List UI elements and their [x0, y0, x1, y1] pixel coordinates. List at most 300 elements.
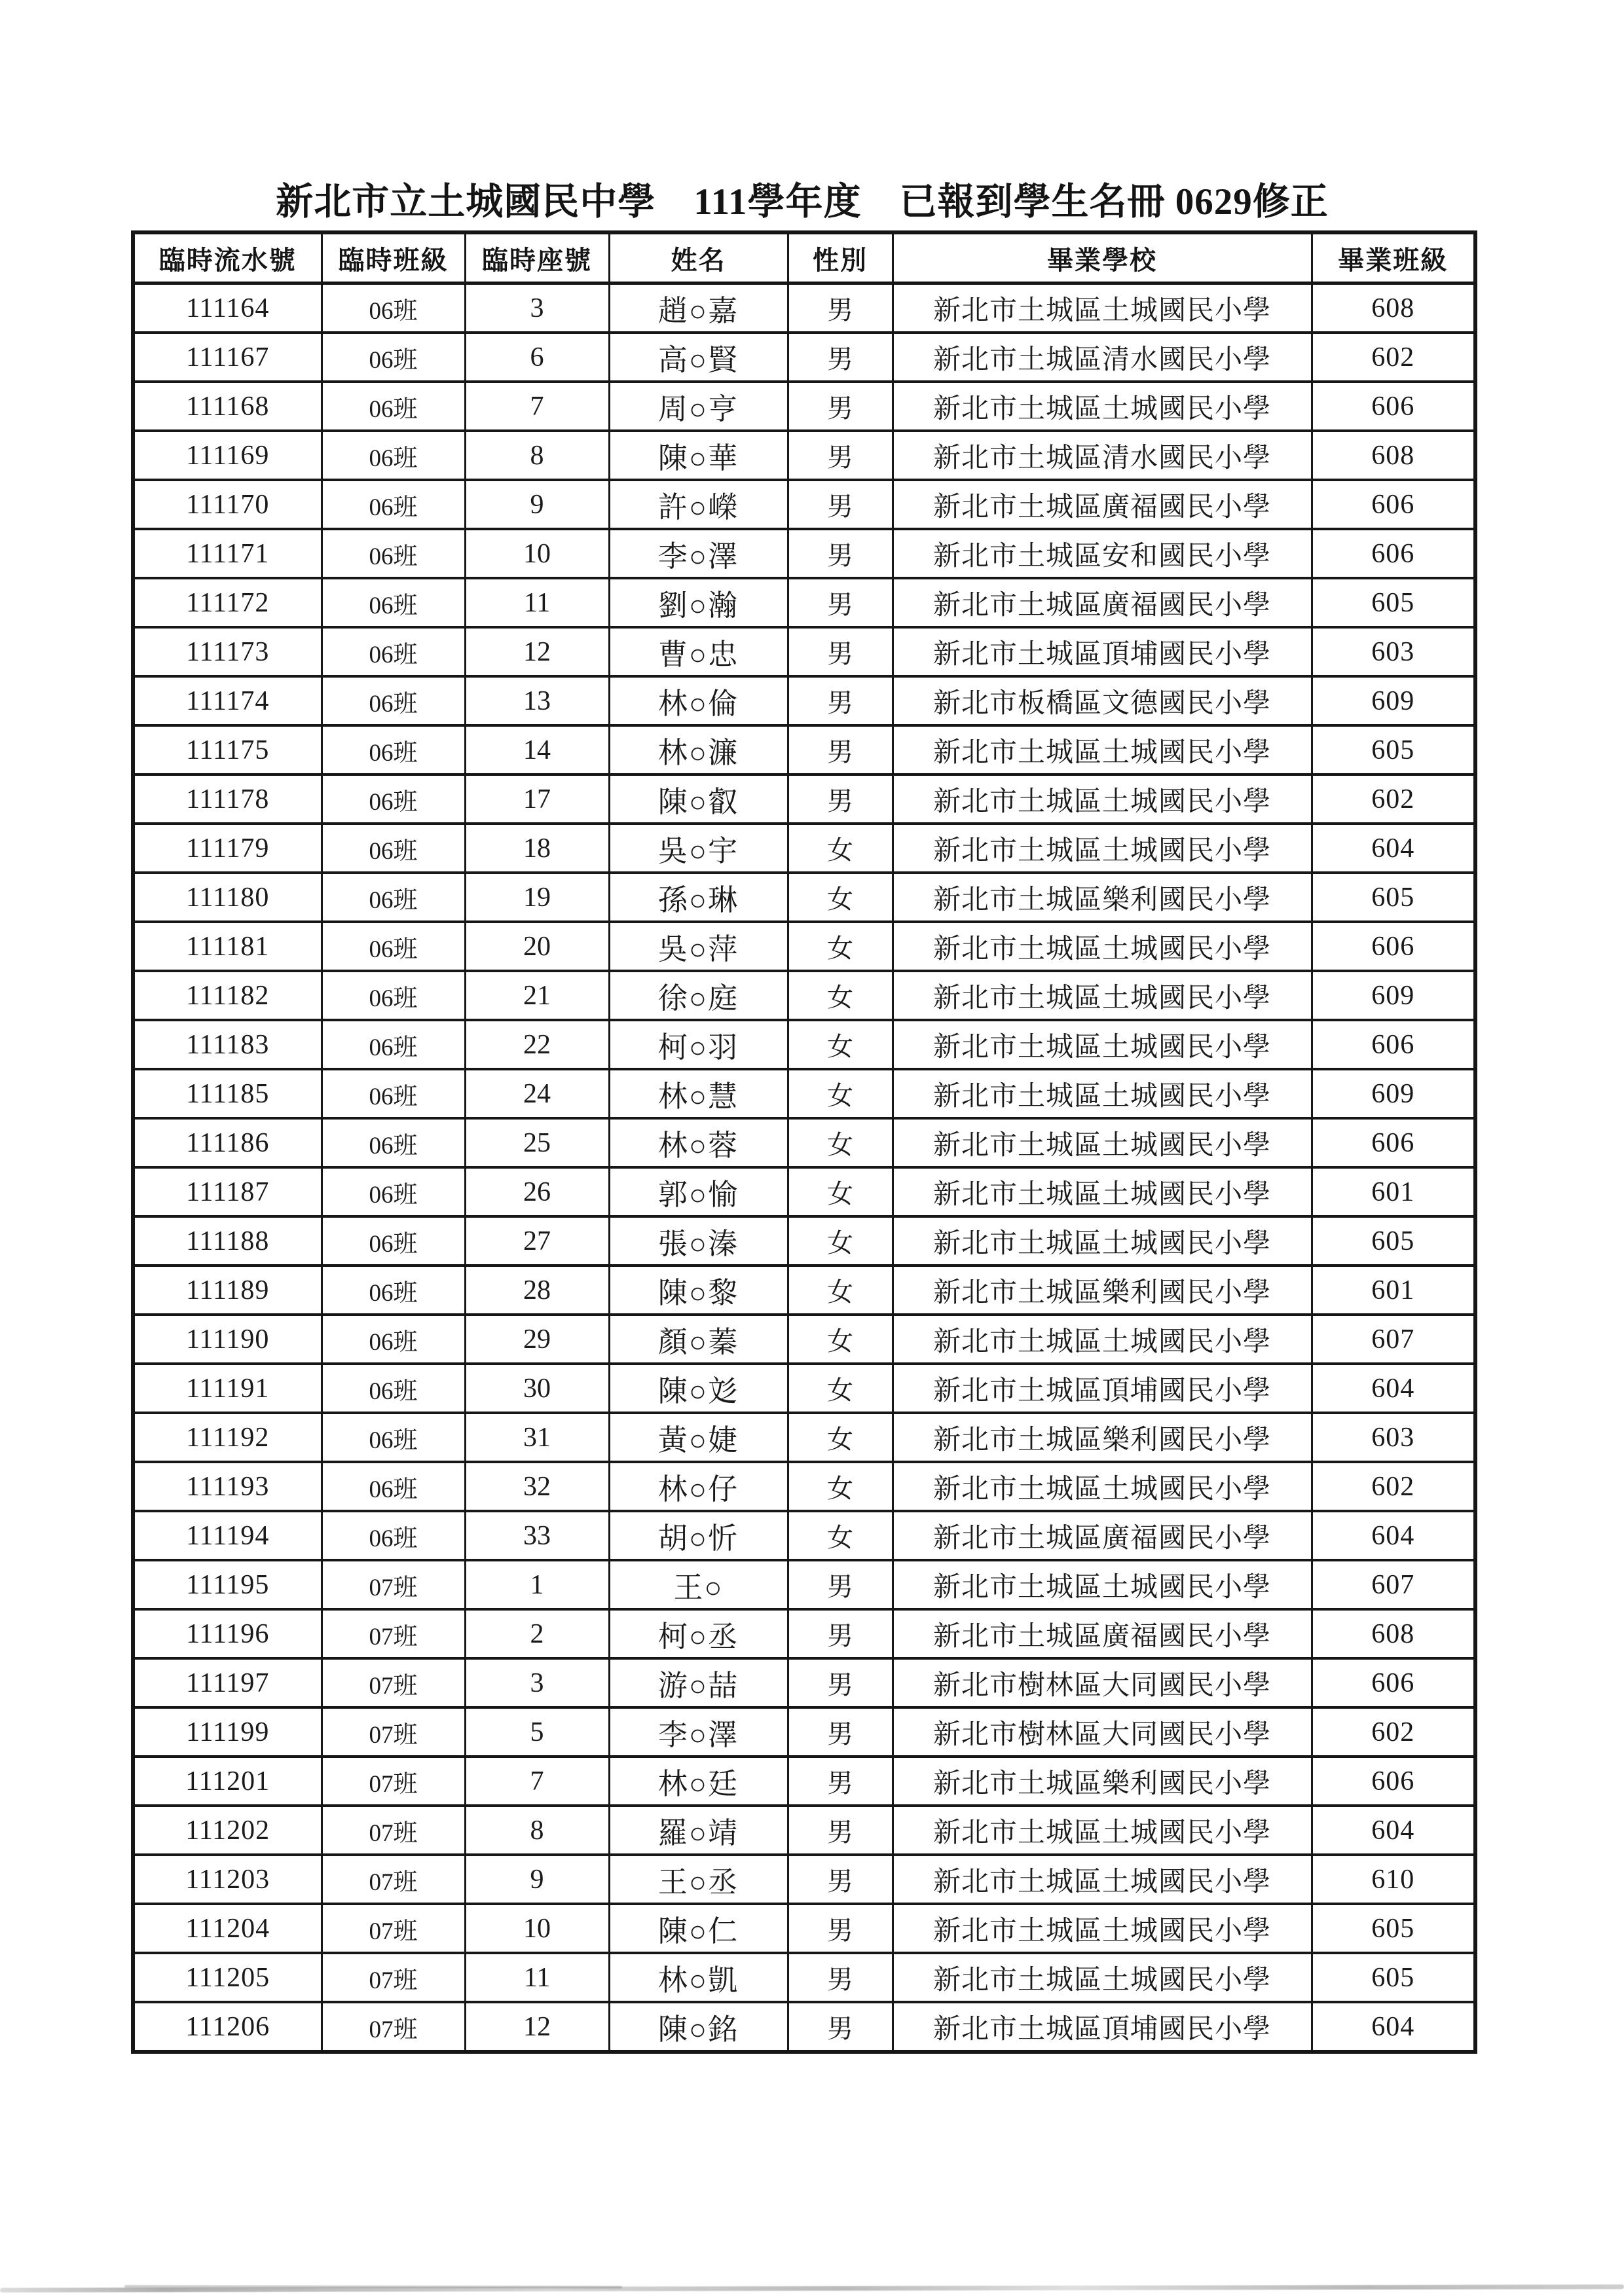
cell-student-name: 林○廷: [609, 1757, 788, 1806]
cell-temp-serial-number: 111187: [133, 1167, 322, 1216]
cell-temp-class: 06班: [322, 1069, 465, 1118]
cell-graduated-school: 新北市土城區廣福國民小學: [893, 480, 1312, 529]
cell-gender: 女: [788, 1118, 893, 1167]
student-row: [133, 774, 1475, 824]
cell-graduated-school: 新北市土城區樂利國民小學: [893, 1266, 1312, 1315]
cell-student-name: 郭○愉: [609, 1167, 788, 1216]
cell-temp-serial-number: 111169: [133, 431, 322, 480]
cell-temp-class: 07班: [322, 1609, 465, 1658]
cell-temp-serial-number: 111167: [133, 333, 322, 382]
cell-temp-class: 06班: [322, 873, 465, 922]
cell-graduated-class: 609: [1312, 1069, 1475, 1118]
cell-temp-serial-number: 111199: [133, 1707, 322, 1757]
student-row: [133, 873, 1475, 922]
cell-gender: 女: [788, 1315, 893, 1364]
cell-temp-serial-number: 111194: [133, 1511, 322, 1560]
column-header-student-name: 姓名: [609, 232, 788, 283]
cell-temp-class: 06班: [322, 971, 465, 1020]
cell-temp-class: 06班: [322, 1118, 465, 1167]
cell-graduated-class: 602: [1312, 1707, 1475, 1757]
student-row: [133, 1806, 1475, 1855]
cell-temp-class: 06班: [322, 725, 465, 774]
cell-graduated-class: 606: [1312, 1118, 1475, 1167]
cell-graduated-school: 新北市土城區土城國民小學: [893, 774, 1312, 824]
cell-temp-serial-number: 111192: [133, 1413, 322, 1462]
student-row: [133, 1560, 1475, 1609]
student-row: [133, 1757, 1475, 1806]
cell-graduated-school: 新北市土城區清水國民小學: [893, 431, 1312, 480]
cell-gender: 男: [788, 2002, 893, 2052]
cell-gender: 女: [788, 824, 893, 873]
cell-graduated-class: 603: [1312, 627, 1475, 676]
cell-temp-seat-number: 24: [465, 1069, 609, 1118]
cell-temp-class: 06班: [322, 578, 465, 627]
cell-gender: 女: [788, 922, 893, 971]
cell-temp-class: 06班: [322, 922, 465, 971]
cell-temp-seat-number: 29: [465, 1315, 609, 1364]
cell-temp-seat-number: 2: [465, 1609, 609, 1658]
student-row: [133, 1413, 1475, 1462]
cell-temp-serial-number: 111195: [133, 1560, 322, 1609]
student-row: [133, 1216, 1475, 1266]
cell-graduated-class: 606: [1312, 382, 1475, 431]
cell-temp-class: 06班: [322, 774, 465, 824]
cell-gender: 男: [788, 1904, 893, 1953]
student-row: [133, 283, 1475, 333]
page-title: 新北市立土城國民中學 111學年度 已報到學生名冊 0629修正: [276, 181, 1329, 223]
cell-graduated-class: 606: [1312, 1020, 1475, 1069]
cell-graduated-class: 610: [1312, 1855, 1475, 1904]
cell-student-name: 陳○黎: [609, 1266, 788, 1315]
cell-graduated-class: 608: [1312, 1609, 1475, 1658]
cell-student-name: 吳○萍: [609, 922, 788, 971]
cell-graduated-class: 606: [1312, 480, 1475, 529]
cell-temp-serial-number: 111185: [133, 1069, 322, 1118]
cell-student-name: 王○: [609, 1560, 788, 1609]
cell-temp-class: 06班: [322, 382, 465, 431]
cell-graduated-class: 605: [1312, 578, 1475, 627]
cell-graduated-school: 新北市土城區土城國民小學: [893, 1167, 1312, 1216]
cell-temp-serial-number: 111181: [133, 922, 322, 971]
student-row: [133, 1904, 1475, 1953]
cell-graduated-class: 609: [1312, 971, 1475, 1020]
cell-graduated-class: 609: [1312, 676, 1475, 725]
cell-gender: 男: [788, 676, 893, 725]
cell-temp-serial-number: 111202: [133, 1806, 322, 1855]
cell-graduated-school: 新北市土城區土城國民小學: [893, 1953, 1312, 2002]
cell-gender: 男: [788, 480, 893, 529]
student-row: [133, 431, 1475, 480]
cell-temp-seat-number: 12: [465, 2002, 609, 2052]
cell-temp-seat-number: 33: [465, 1511, 609, 1560]
student-row: [133, 824, 1475, 873]
cell-temp-serial-number: 111178: [133, 774, 322, 824]
cell-temp-seat-number: 27: [465, 1216, 609, 1266]
cell-temp-seat-number: 20: [465, 922, 609, 971]
cell-graduated-school: 新北市土城區廣福國民小學: [893, 1609, 1312, 1658]
cell-temp-class: 06班: [322, 1413, 465, 1462]
cell-gender: 男: [788, 774, 893, 824]
cell-graduated-school: 新北市土城區土城國民小學: [893, 1216, 1312, 1266]
cell-graduated-school: 新北市土城區土城國民小學: [893, 1462, 1312, 1511]
cell-temp-class: 07班: [322, 1806, 465, 1855]
cell-temp-serial-number: 111164: [133, 283, 322, 333]
cell-temp-seat-number: 1: [465, 1560, 609, 1609]
cell-temp-seat-number: 31: [465, 1413, 609, 1462]
cell-temp-serial-number: 111182: [133, 971, 322, 1020]
cell-temp-seat-number: 10: [465, 1904, 609, 1953]
cell-temp-seat-number: 7: [465, 382, 609, 431]
student-row: [133, 1069, 1475, 1118]
cell-gender: 男: [788, 431, 893, 480]
cell-gender: 男: [788, 578, 893, 627]
cell-graduated-school: 新北市土城區土城國民小學: [893, 1118, 1312, 1167]
cell-temp-class: 06班: [322, 1020, 465, 1069]
cell-temp-seat-number: 6: [465, 333, 609, 382]
cell-student-name: 趙○嘉: [609, 283, 788, 333]
cell-graduated-class: 606: [1312, 922, 1475, 971]
cell-temp-seat-number: 3: [465, 283, 609, 333]
cell-temp-seat-number: 25: [465, 1118, 609, 1167]
cell-student-name: 高○賢: [609, 333, 788, 382]
column-header-graduated-class: 畢業班級: [1312, 232, 1475, 283]
cell-graduated-class: 606: [1312, 1757, 1475, 1806]
cell-student-name: 曹○忠: [609, 627, 788, 676]
cell-graduated-class: 602: [1312, 774, 1475, 824]
cell-gender: 女: [788, 1413, 893, 1462]
cell-temp-serial-number: 111190: [133, 1315, 322, 1364]
cell-student-name: 林○仔: [609, 1462, 788, 1511]
cell-student-name: 李○澤: [609, 529, 788, 578]
cell-student-name: 柯○羽: [609, 1020, 788, 1069]
cell-temp-class: 06班: [322, 1364, 465, 1413]
cell-temp-serial-number: 111189: [133, 1266, 322, 1315]
cell-student-name: 游○喆: [609, 1658, 788, 1707]
cell-graduated-class: 604: [1312, 1364, 1475, 1413]
cell-gender: 女: [788, 1069, 893, 1118]
student-row: [133, 725, 1475, 774]
student-row: [133, 1609, 1475, 1658]
cell-temp-seat-number: 28: [465, 1266, 609, 1315]
column-header-temp-serial-number: 臨時流水號: [133, 232, 322, 283]
student-row: [133, 1707, 1475, 1757]
cell-gender: 男: [788, 382, 893, 431]
cell-student-name: 胡○忻: [609, 1511, 788, 1560]
student-row: [133, 333, 1475, 382]
cell-temp-seat-number: 10: [465, 529, 609, 578]
cell-graduated-class: 605: [1312, 1904, 1475, 1953]
cell-temp-serial-number: 111197: [133, 1658, 322, 1707]
cell-student-name: 羅○靖: [609, 1806, 788, 1855]
cell-temp-class: 07班: [322, 1707, 465, 1757]
cell-temp-serial-number: 111172: [133, 578, 322, 627]
cell-temp-seat-number: 14: [465, 725, 609, 774]
cell-gender: 男: [788, 725, 893, 774]
cell-temp-seat-number: 17: [465, 774, 609, 824]
student-row: [133, 2002, 1475, 2052]
cell-student-name: 張○溱: [609, 1216, 788, 1266]
student-row: [133, 922, 1475, 971]
cell-graduated-class: 605: [1312, 1953, 1475, 2002]
student-row: [133, 529, 1475, 578]
cell-temp-class: 06班: [322, 333, 465, 382]
cell-student-name: 陳○銘: [609, 2002, 788, 2052]
cell-student-name: 劉○瀚: [609, 578, 788, 627]
roster-body: [133, 283, 1475, 2052]
cell-temp-seat-number: 11: [465, 578, 609, 627]
cell-graduated-school: 新北市土城區清水國民小學: [893, 333, 1312, 382]
cell-graduated-school: 新北市土城區土城國民小學: [893, 382, 1312, 431]
student-row: [133, 1953, 1475, 2002]
cell-temp-class: 06班: [322, 431, 465, 480]
cell-graduated-class: 606: [1312, 529, 1475, 578]
cell-graduated-school: 新北市土城區頂埔國民小學: [893, 2002, 1312, 2052]
cell-temp-seat-number: 18: [465, 824, 609, 873]
cell-temp-seat-number: 8: [465, 431, 609, 480]
cell-temp-class: 06班: [322, 1315, 465, 1364]
cell-graduated-class: 603: [1312, 1413, 1475, 1462]
cell-student-name: 周○亨: [609, 382, 788, 431]
cell-temp-class: 07班: [322, 1757, 465, 1806]
cell-graduated-class: 601: [1312, 1167, 1475, 1216]
cell-graduated-school: 新北市土城區樂利國民小學: [893, 1757, 1312, 1806]
cell-graduated-class: 604: [1312, 2002, 1475, 2052]
cell-graduated-class: 605: [1312, 1216, 1475, 1266]
cell-temp-serial-number: 111175: [133, 725, 322, 774]
cell-student-name: 王○丞: [609, 1855, 788, 1904]
cell-graduated-class: 607: [1312, 1560, 1475, 1609]
cell-temp-seat-number: 21: [465, 971, 609, 1020]
cell-gender: 女: [788, 1266, 893, 1315]
cell-student-name: 孫○琳: [609, 873, 788, 922]
cell-temp-class: 07班: [322, 1953, 465, 2002]
cell-temp-serial-number: 111188: [133, 1216, 322, 1266]
cell-temp-class: 06班: [322, 1462, 465, 1511]
cell-temp-serial-number: 111170: [133, 480, 322, 529]
cell-temp-serial-number: 111174: [133, 676, 322, 725]
cell-temp-serial-number: 111173: [133, 627, 322, 676]
cell-graduated-school: 新北市土城區土城國民小學: [893, 1020, 1312, 1069]
cell-temp-seat-number: 30: [465, 1364, 609, 1413]
student-row: [133, 1315, 1475, 1364]
cell-temp-seat-number: 26: [465, 1167, 609, 1216]
cell-student-name: 吳○宇: [609, 824, 788, 873]
cell-gender: 女: [788, 1020, 893, 1069]
cell-temp-serial-number: 111183: [133, 1020, 322, 1069]
cell-temp-class: 06班: [322, 529, 465, 578]
cell-temp-class: 06班: [322, 627, 465, 676]
cell-temp-serial-number: 111204: [133, 1904, 322, 1953]
column-header-temp-seat-number: 臨時座號: [465, 232, 609, 283]
cell-temp-class: 06班: [322, 1511, 465, 1560]
cell-student-name: 林○慧: [609, 1069, 788, 1118]
student-row: [133, 1364, 1475, 1413]
student-row: [133, 1511, 1475, 1560]
cell-temp-class: 07班: [322, 1904, 465, 1953]
cell-student-name: 顏○蓁: [609, 1315, 788, 1364]
cell-graduated-class: 602: [1312, 1462, 1475, 1511]
cell-graduated-school: 新北市土城區土城國民小學: [893, 922, 1312, 971]
cell-gender: 男: [788, 529, 893, 578]
cell-gender: 女: [788, 1167, 893, 1216]
cell-graduated-school: 新北市土城區頂埔國民小學: [893, 627, 1312, 676]
student-row: [133, 1462, 1475, 1511]
cell-student-name: 黃○婕: [609, 1413, 788, 1462]
cell-temp-serial-number: 111180: [133, 873, 322, 922]
cell-graduated-school: 新北市土城區土城國民小學: [893, 1069, 1312, 1118]
cell-graduated-school: 新北市土城區頂埔國民小學: [893, 1364, 1312, 1413]
cell-gender: 女: [788, 971, 893, 1020]
column-header-graduated-school: 畢業學校: [893, 232, 1312, 283]
cell-temp-serial-number: 111196: [133, 1609, 322, 1658]
cell-gender: 男: [788, 627, 893, 676]
cell-temp-seat-number: 5: [465, 1707, 609, 1757]
cell-student-name: 林○蓉: [609, 1118, 788, 1167]
cell-student-name: 林○倫: [609, 676, 788, 725]
cell-temp-serial-number: 111186: [133, 1118, 322, 1167]
cell-graduated-school: 新北市土城區土城國民小學: [893, 1315, 1312, 1364]
cell-temp-serial-number: 111193: [133, 1462, 322, 1511]
cell-gender: 男: [788, 1757, 893, 1806]
cell-temp-seat-number: 19: [465, 873, 609, 922]
cell-gender: 男: [788, 1658, 893, 1707]
cell-student-name: 陳○仁: [609, 1904, 788, 1953]
cell-gender: 男: [788, 1806, 893, 1855]
cell-gender: 女: [788, 1462, 893, 1511]
cell-temp-class: 06班: [322, 824, 465, 873]
column-header-gender: 性別: [788, 232, 893, 283]
header-row: [133, 232, 1475, 283]
cell-gender: 女: [788, 873, 893, 922]
student-row: [133, 676, 1475, 725]
cell-student-name: 陳○彣: [609, 1364, 788, 1413]
cell-graduated-class: 606: [1312, 1658, 1475, 1707]
cell-temp-class: 06班: [322, 283, 465, 333]
cell-graduated-school: 新北市土城區土城國民小學: [893, 1560, 1312, 1609]
cell-temp-seat-number: 9: [465, 1855, 609, 1904]
student-roster-table: [131, 230, 1477, 2054]
cell-temp-class: 07班: [322, 1855, 465, 1904]
cell-graduated-school: 新北市土城區土城國民小學: [893, 725, 1312, 774]
cell-temp-class: 06班: [322, 1266, 465, 1315]
cell-temp-seat-number: 32: [465, 1462, 609, 1511]
cell-temp-serial-number: 111201: [133, 1757, 322, 1806]
cell-graduated-class: 608: [1312, 283, 1475, 333]
cell-gender: 男: [788, 1855, 893, 1904]
cell-graduated-school: 新北市土城區土城國民小學: [893, 1904, 1312, 1953]
cell-temp-seat-number: 9: [465, 480, 609, 529]
cell-graduated-class: 605: [1312, 725, 1475, 774]
cell-graduated-class: 604: [1312, 1806, 1475, 1855]
cell-student-name: 柯○丞: [609, 1609, 788, 1658]
cell-temp-class: 06班: [322, 1216, 465, 1266]
cell-graduated-school: 新北市土城區土城國民小學: [893, 824, 1312, 873]
student-row: [133, 1658, 1475, 1707]
cell-graduated-school: 新北市土城區土城國民小學: [893, 283, 1312, 333]
student-row: [133, 480, 1475, 529]
cell-temp-class: 07班: [322, 1560, 465, 1609]
cell-temp-seat-number: 8: [465, 1806, 609, 1855]
cell-student-name: 李○澤: [609, 1707, 788, 1757]
cell-graduated-school: 新北市樹林區大同國民小學: [893, 1658, 1312, 1707]
cell-temp-class: 06班: [322, 1167, 465, 1216]
cell-graduated-school: 新北市樹林區大同國民小學: [893, 1707, 1312, 1757]
student-row: [133, 1855, 1475, 1904]
cell-graduated-class: 604: [1312, 1511, 1475, 1560]
student-row: [133, 1118, 1475, 1167]
cell-temp-serial-number: 111179: [133, 824, 322, 873]
cell-graduated-class: 607: [1312, 1315, 1475, 1364]
cell-graduated-class: 601: [1312, 1266, 1475, 1315]
cell-temp-serial-number: 111191: [133, 1364, 322, 1413]
cell-gender: 男: [788, 1560, 893, 1609]
cell-student-name: 陳○叡: [609, 774, 788, 824]
student-row: [133, 578, 1475, 627]
cell-temp-seat-number: 13: [465, 676, 609, 725]
cell-temp-serial-number: 111171: [133, 529, 322, 578]
cell-graduated-school: 新北市土城區廣福國民小學: [893, 1511, 1312, 1560]
student-row: [133, 1167, 1475, 1216]
cell-graduated-class: 602: [1312, 333, 1475, 382]
cell-gender: 男: [788, 1609, 893, 1658]
cell-student-name: 許○嶸: [609, 480, 788, 529]
cell-temp-serial-number: 111168: [133, 382, 322, 431]
student-row: [133, 1266, 1475, 1315]
student-row: [133, 627, 1475, 676]
cell-graduated-class: 608: [1312, 431, 1475, 480]
cell-graduated-school: 新北市土城區廣福國民小學: [893, 578, 1312, 627]
cell-temp-class: 07班: [322, 2002, 465, 2052]
cell-temp-seat-number: 11: [465, 1953, 609, 2002]
cell-temp-serial-number: 111205: [133, 1953, 322, 2002]
cell-gender: 女: [788, 1511, 893, 1560]
cell-temp-seat-number: 22: [465, 1020, 609, 1069]
student-row: [133, 971, 1475, 1020]
cell-temp-class: 06班: [322, 480, 465, 529]
student-row: [133, 382, 1475, 431]
cell-student-name: 陳○華: [609, 431, 788, 480]
cell-gender: 男: [788, 283, 893, 333]
cell-temp-seat-number: 3: [465, 1658, 609, 1707]
cell-temp-class: 07班: [322, 1658, 465, 1707]
cell-gender: 男: [788, 333, 893, 382]
cell-graduated-school: 新北市板橋區文德國民小學: [893, 676, 1312, 725]
cell-student-name: 林○凱: [609, 1953, 788, 2002]
cell-gender: 女: [788, 1364, 893, 1413]
cell-graduated-school: 新北市土城區土城國民小學: [893, 1806, 1312, 1855]
cell-graduated-school: 新北市土城區土城國民小學: [893, 1855, 1312, 1904]
cell-gender: 女: [788, 1216, 893, 1266]
cell-graduated-school: 新北市土城區土城國民小學: [893, 971, 1312, 1020]
cell-gender: 男: [788, 1707, 893, 1757]
cell-temp-serial-number: 111206: [133, 2002, 322, 2052]
cell-temp-class: 06班: [322, 676, 465, 725]
roster-header: [133, 232, 1475, 283]
cell-graduated-school: 新北市土城區樂利國民小學: [893, 873, 1312, 922]
cell-temp-serial-number: 111203: [133, 1855, 322, 1904]
student-row: [133, 1020, 1475, 1069]
cell-graduated-class: 604: [1312, 824, 1475, 873]
cell-temp-seat-number: 7: [465, 1757, 609, 1806]
cell-student-name: 徐○庭: [609, 971, 788, 1020]
column-header-temp-class: 臨時班級: [322, 232, 465, 283]
cell-graduated-school: 新北市土城區樂利國民小學: [893, 1413, 1312, 1462]
cell-graduated-school: 新北市土城區安和國民小學: [893, 529, 1312, 578]
cell-student-name: 林○濂: [609, 725, 788, 774]
cell-gender: 男: [788, 1953, 893, 2002]
cell-graduated-class: 605: [1312, 873, 1475, 922]
cell-temp-seat-number: 12: [465, 627, 609, 676]
